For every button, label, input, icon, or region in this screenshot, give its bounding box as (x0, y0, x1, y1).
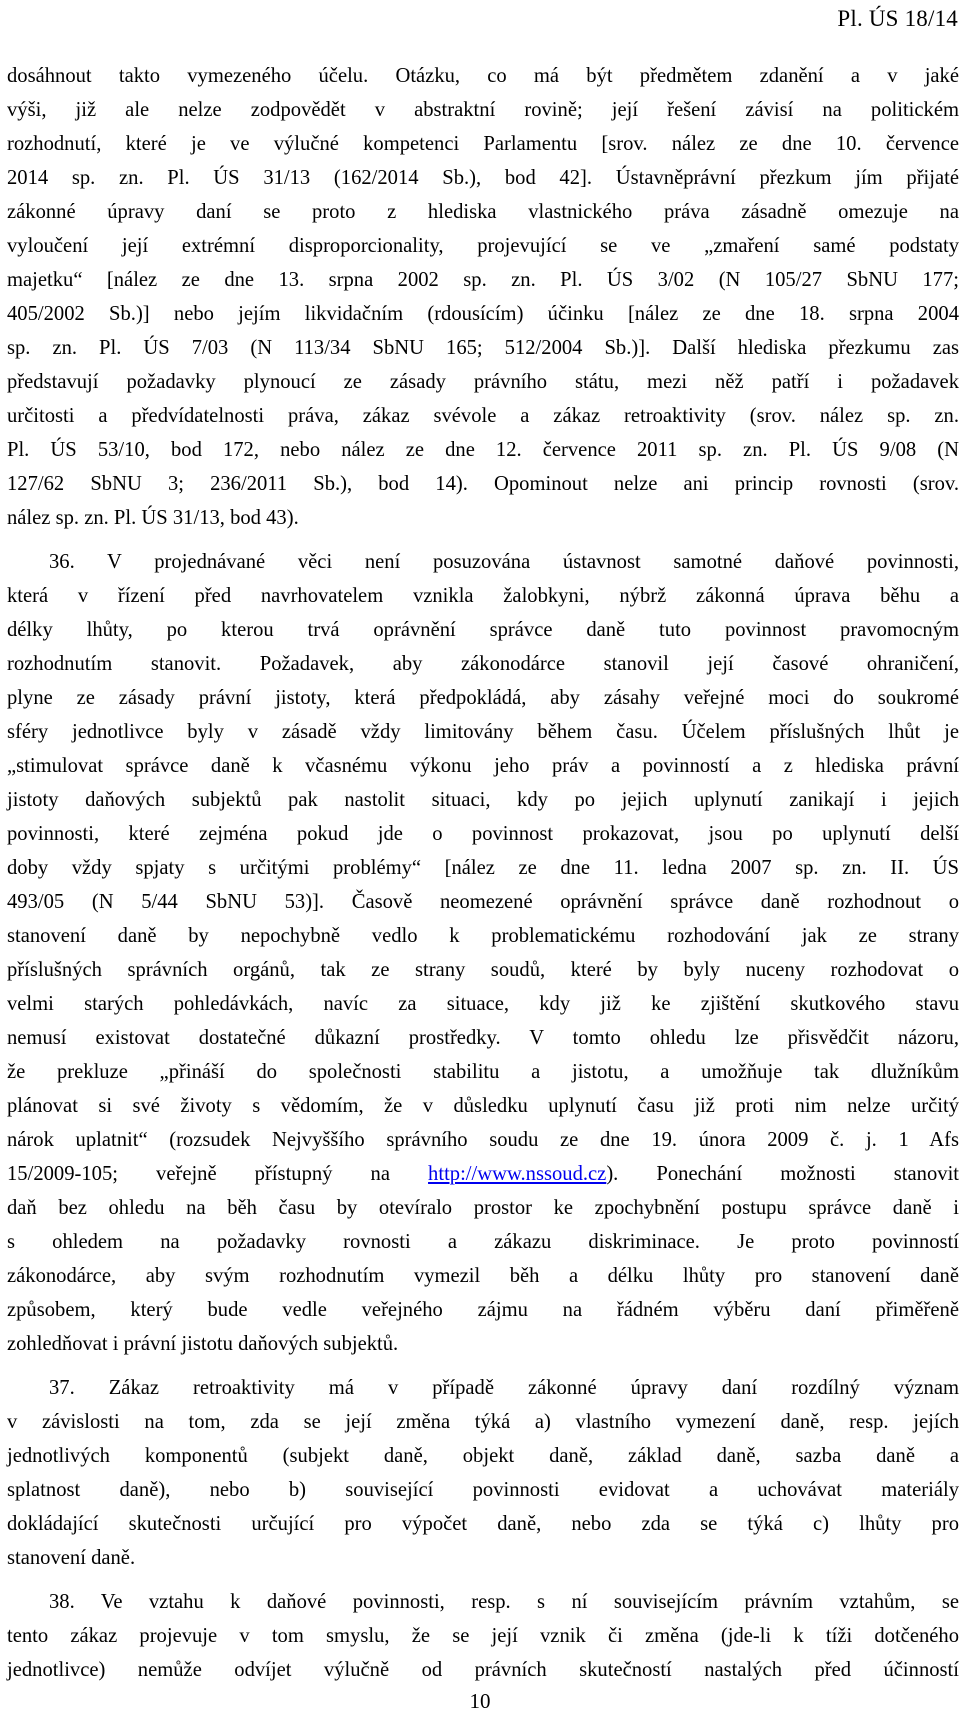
case-reference: Pl. ÚS 18/14 (837, 6, 958, 31)
text-line: 38. Ve vztahu k daňové povinnosti, resp. s ní souvisejícím právním vztahům, se (49, 1591, 959, 1613)
text-line: dokládající skutečnosti určující pro výpočet daně, nebo zda se týká c) lhůty pro (7, 1513, 959, 1535)
text-line: zákonné úpravy daní se proto z hlediska vlastnického práva zásadně omezuje na (7, 201, 959, 223)
text-line: splatnost daně), nebo b) související povinnosti evidovat a uchovávat materiály (7, 1479, 959, 1501)
text-line: výši, již ale nelze zodpovědět v abstraktní rovině; její řešení závisí na politickém (7, 99, 959, 121)
text-line (7, 1158, 959, 1190)
page-number: 10 (469, 1689, 491, 1713)
text-line: vyloučení její extrémní disproporcionality, projevující se ve „zmaření samé podstaty (7, 235, 959, 257)
text-line: jistoty daňových subjektů pak nastolit situaci, kdy po jejich uplynutí zanikají i jejich (7, 789, 959, 811)
text-line: která v řízení před navrhovatelem vznikla žalobkyni, nýbrž zákonná úprava běhu a (7, 585, 959, 607)
text-segment: 15/2009-105; veřejně přístupný na (7, 1163, 429, 1185)
text-line: 37. Zákaz retroaktivity má v případě zákonné úpravy daní rozdílný význam (49, 1377, 959, 1399)
text-line: zákonodárce, aby svým rozhodnutím vymezil běh a délku lhůty pro stanovení daně (7, 1265, 959, 1287)
text-line: daň bez ohledu na běh času by otevíralo prostor ke zpochybnění postupu správce daně i (7, 1197, 959, 1219)
text-line: rozhodnutí, které je ve výlučné kompetenci Parlamentu [srov. nález ze dne 10. července (7, 133, 959, 155)
text-line: způsobem, který bude vedle veřejného zájmu na řádném výběru daní přiměřeně (7, 1299, 959, 1321)
text-line: v závislosti na tom, zda se její změna týká a) vlastního vymezení daně, resp. jejích (7, 1411, 959, 1433)
text-segment: ). Ponechání možnosti stanovit (606, 1163, 960, 1185)
text-line: jednotlivých komponentů (subjekt daně, objekt daně, základ daně, sazba daně a (7, 1445, 959, 1467)
text-line: nález sp. zn. Pl. ÚS 31/13, bod 43). (7, 507, 299, 529)
text-line: Pl. ÚS 53/10, bod 172, nebo nález ze dne 12. července 2011 sp. zn. Pl. ÚS 9/08 (N (7, 439, 959, 461)
text-line: stanovení daně by nepochybně vedlo k problematickému rozhodování jak ze strany (7, 925, 959, 947)
text-line: „stimulovat správce daně k včasnému výkonu jeho práv a povinností a z hlediska právní (7, 755, 959, 777)
text-line: 36. V projednávané věci není posuzována ústavnost samotné daňové povinnosti, (49, 551, 959, 573)
text-line: jednotlivce) nemůže odvíjet výlučně od právních skutečností nastalých před účinností (7, 1659, 959, 1681)
text-line: 405/2002 Sb.)] nebo jejím likvidačním (rdousícím) účinku [nález ze dne 18. srpna 2004 (7, 303, 959, 325)
text-line: sféry jednotlivce byly v zásadě vždy limitovány během času. Účelem příslušných lhůt je (7, 721, 959, 743)
text-line: povinnosti, které zejména pokud jde o povinnost prokazovat, jsou po uplynutí delší (7, 823, 959, 845)
text-line: zohledňovat i právní jistotu daňových subjektů. (7, 1333, 399, 1355)
text-line: nemusí existovat dostatečné důkazní prostředky. V tomto ohledu lze přisvědčit názoru, (7, 1027, 959, 1049)
text-line: délky lhůty, po kterou trvá oprávnění správce daně tuto povinnost pravomocným (7, 619, 959, 641)
text-line: tento zákaz projevuje v tom smyslu, že se její vznik či změna (jde-li k tíži dotčeného (7, 1625, 959, 1647)
text-line: určitosti a předvídatelnosti práva, zákaz svévole a zákaz retroaktivity (srov. nález sp. zn. (7, 405, 959, 427)
text-line: dosáhnout takto vymezeného účelu. Otázku, co má být předmětem zdanění a v jaké (7, 65, 959, 87)
text-line: plánovat si své životy s vědomím, že v důsledku uplynutí času již proti nim nelze určitý (7, 1095, 959, 1117)
text-line: příslušných správních orgánů, tak ze strany soudů, které by byly nuceny rozhodovat o (7, 959, 959, 981)
nssoud-link[interactable]: http://www.nssoud.cz (428, 1163, 607, 1185)
text-line: doby vždy spjaty s určitými problémy“ [nález ze dne 11. ledna 2007 sp. zn. II. ÚS (7, 857, 959, 879)
text-line: stanovení daně. (7, 1547, 136, 1569)
text-line: 127/62 SbNU 3; 236/2011 Sb.), bod 14). Opominout nelze ani princip rovnosti (srov. (7, 473, 959, 495)
text-line: představují požadavky plynoucí ze zásady právního státu, mezi něž patří i požadavek (7, 371, 959, 393)
text-line: majetku“ [nález ze dne 13. srpna 2002 sp. zn. Pl. ÚS 3/02 (N 105/27 SbNU 177; (7, 269, 959, 291)
text-line: plyne ze zásady právní jistoty, která předpokládá, aby zásahy veřejné moci do soukromé (7, 687, 959, 709)
text-line: že prekluze „přináší do společnosti stabilitu a jistotu, a umožňuje tak dlužníkům (7, 1061, 959, 1083)
text-line: rozhodnutím stanovit. Požadavek, aby zákonodárce stanovil její časové ohraničení, (7, 653, 959, 675)
text-line: s ohledem na požadavky rovnosti a zákazu diskriminace. Je proto povinností (7, 1231, 959, 1253)
text-line: nárok uplatnit“ (rozsudek Nejvyššího správního soudu ze dne 19. února 2009 č. j. 1 Afs (7, 1129, 959, 1151)
text-line: 493/05 (N 5/44 SbNU 53)]. Časově neomezené oprávnění správce daně rozhodnout o (7, 891, 959, 913)
text-line: 2014 sp. zn. Pl. ÚS 31/13 (162/2014 Sb.), bod 42]. Ústavněprávní přezkum jím přijaté (7, 167, 959, 189)
text-line: sp. zn. Pl. ÚS 7/03 (N 113/34 SbNU 165; 512/2004 Sb.)]. Další hlediska přezkumu zas (7, 337, 959, 359)
text-line: velmi starých pohledávkách, navíc za situace, kdy již ke zjištění skutkového stavu (7, 993, 959, 1015)
